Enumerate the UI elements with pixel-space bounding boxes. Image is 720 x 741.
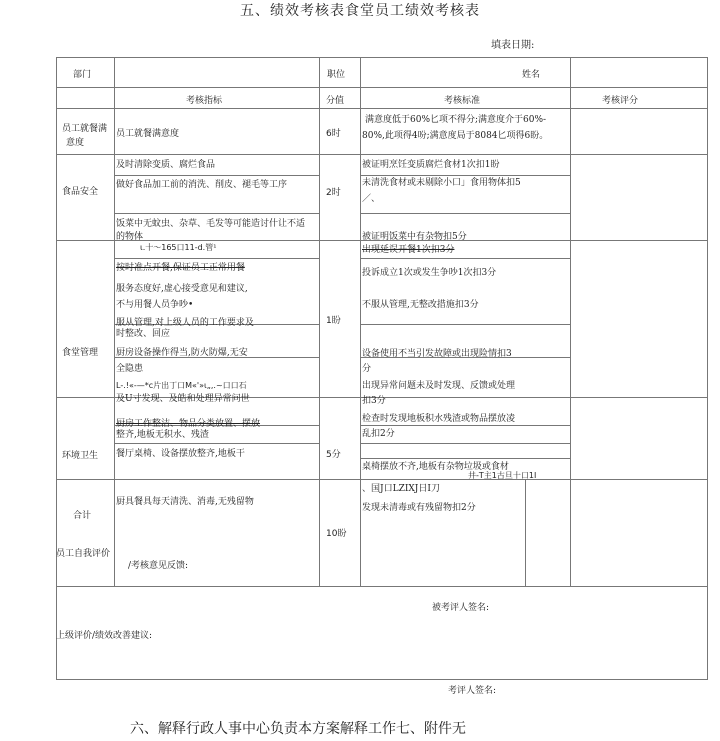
self-evaluation-label: 员工自我评价 [56, 549, 111, 559]
standard-satisfaction-1: 满意度低于60%匕项不得分;满意度介于60%- [365, 115, 547, 125]
fill-date-label: 填表日期: [491, 40, 535, 51]
indicator-hygiene-2: 整齐,地板无积水、残渣 [116, 430, 209, 440]
indicator-management-8: 全隐患 [116, 364, 144, 374]
indicator-header: 考核指标 [186, 96, 223, 106]
score-header: 分值 [326, 96, 345, 106]
standard-hygiene-1: 检查时发现地板积水残渣或物品摆放凌 [362, 414, 516, 424]
standard-management-1: 出现延误开餐1次扣3分 [362, 245, 455, 255]
standard-food-safety-3: ／、 [362, 194, 381, 204]
indicator-hygiene-1: 厨房工作整洁、物品分类放置、摆放 [116, 419, 261, 429]
position-label: 职位 [327, 70, 346, 80]
standard-food-safety-1: 被证明烹饪变质腐烂食材1次扣1盼 [362, 160, 500, 170]
category-satisfaction-line2: 意度 [66, 138, 85, 148]
indicator-food-safety-3: 饭菜中无蚊虫、杂草、毛发等可能造讨什让不适 [116, 219, 306, 229]
evaluatee-signature-label: 被考评人签名: [432, 603, 490, 613]
standard-management-7: 扣3分 [362, 396, 386, 406]
rating-header: 考核评分 [602, 96, 639, 106]
indicator-food-safety-4: 的物体 [116, 232, 144, 242]
indicator-management-10: 及U寸发现、及皓和处理异常问世 [116, 394, 250, 404]
score-food-safety: 2时 [326, 188, 341, 198]
indicator-management-2: 按时准点开餐,保证员工正常用餐 [116, 263, 245, 273]
standard-management-5: 分 [362, 364, 372, 374]
indicator-management-5: 服从管理,对上级人员的工作要求及 [116, 318, 254, 328]
standard-food-safety-4: 被证明饭菜中有杂物扣5分 [362, 232, 467, 242]
evaluator-signature-label: 考评人签名: [448, 686, 497, 696]
standard-management-2: 投诉成立1次或发生争吵1次扣3分 [362, 268, 497, 278]
indicator-management-9: L-.!«-—*c片出丁口M«'»ι„,.~口口石 [116, 381, 247, 390]
footer-text: 六、解释行政人事中心负责本方案解释工作七、附件无 [130, 721, 466, 737]
total-label: 合计 [73, 511, 92, 521]
indicator-management-1: ι.十〜165口11-d.管¹ [140, 243, 217, 252]
indicator-satisfaction: 员工就餐满意度 [116, 129, 180, 139]
category-satisfaction: 员工就餐满 [62, 124, 108, 134]
standard-hygiene-2: 乱扣2分 [362, 429, 395, 439]
score-satisfaction: 6时 [326, 129, 341, 139]
indicator-management-7: 厨房设备操作得当,防火防爆,无安 [116, 348, 248, 358]
standard-food-safety-2: 未清洗食材或未剔除小口」食用物体扣5 [362, 178, 521, 188]
standard-management-3: 不服从管理,无整改措施扣3分 [362, 300, 479, 310]
indicator-food-safety-1: 及时清除变质、腐烂食品 [116, 160, 216, 170]
category-hygiene: 环境卫生 [62, 451, 99, 461]
indicator-management-3: 服务态度好,虚心接受意见和建议, [116, 284, 248, 294]
name-label: 姓名 [522, 70, 541, 80]
standard-management-6: 出现异常问题未及时发现、反馈或处理 [362, 381, 516, 391]
standard-hygiene-5: 、国J口LZIXJ日I刀 [362, 484, 440, 494]
standard-satisfaction-2: 80%,此项得4吩;满意度局于8084匕项得6盼。 [362, 131, 549, 141]
indicator-cleaning: 厨具餐具每天清洗、消毒,无残留物 [116, 497, 254, 507]
standard-hygiene-4: 井-T主1古旦十口1I [468, 471, 537, 480]
score-total: 10盼 [326, 529, 347, 539]
indicator-hygiene-3: 餐厅桌椅、设备摆放整齐,地板干 [116, 449, 245, 459]
feedback-label: /考核意见反馈: [128, 561, 189, 571]
standard-management-4: 设备使用不当引发故障或出现险情扣3 [362, 349, 512, 359]
page-title: 五、绩效考核表食堂员工绩效考核表 [240, 3, 480, 19]
score-hygiene: 5分 [326, 450, 341, 460]
dept-label: 部门 [73, 70, 92, 80]
supervisor-evaluation-label: 上级评价/绩效改善建议: [56, 631, 153, 641]
category-food-safety: 食品安全 [62, 187, 99, 197]
standard-hygiene-3: 桌椅摆放不齐,地板有杂物垃圾或食材 [362, 462, 509, 472]
indicator-management-4: 不与用餐人员争吵• [116, 300, 194, 310]
standard-hygiene-6: 发现未清毒或有残留物扣2分 [362, 503, 476, 513]
category-canteen-management: 食堂管理 [62, 348, 99, 358]
indicator-management-6: 时整改、回应 [116, 329, 171, 339]
indicator-food-safety-2: 做好食品加工前的消洗、削皮、褪毛等工序 [116, 180, 288, 190]
standard-header: 考核标准 [444, 96, 481, 106]
score-management: 1盼 [326, 316, 341, 326]
